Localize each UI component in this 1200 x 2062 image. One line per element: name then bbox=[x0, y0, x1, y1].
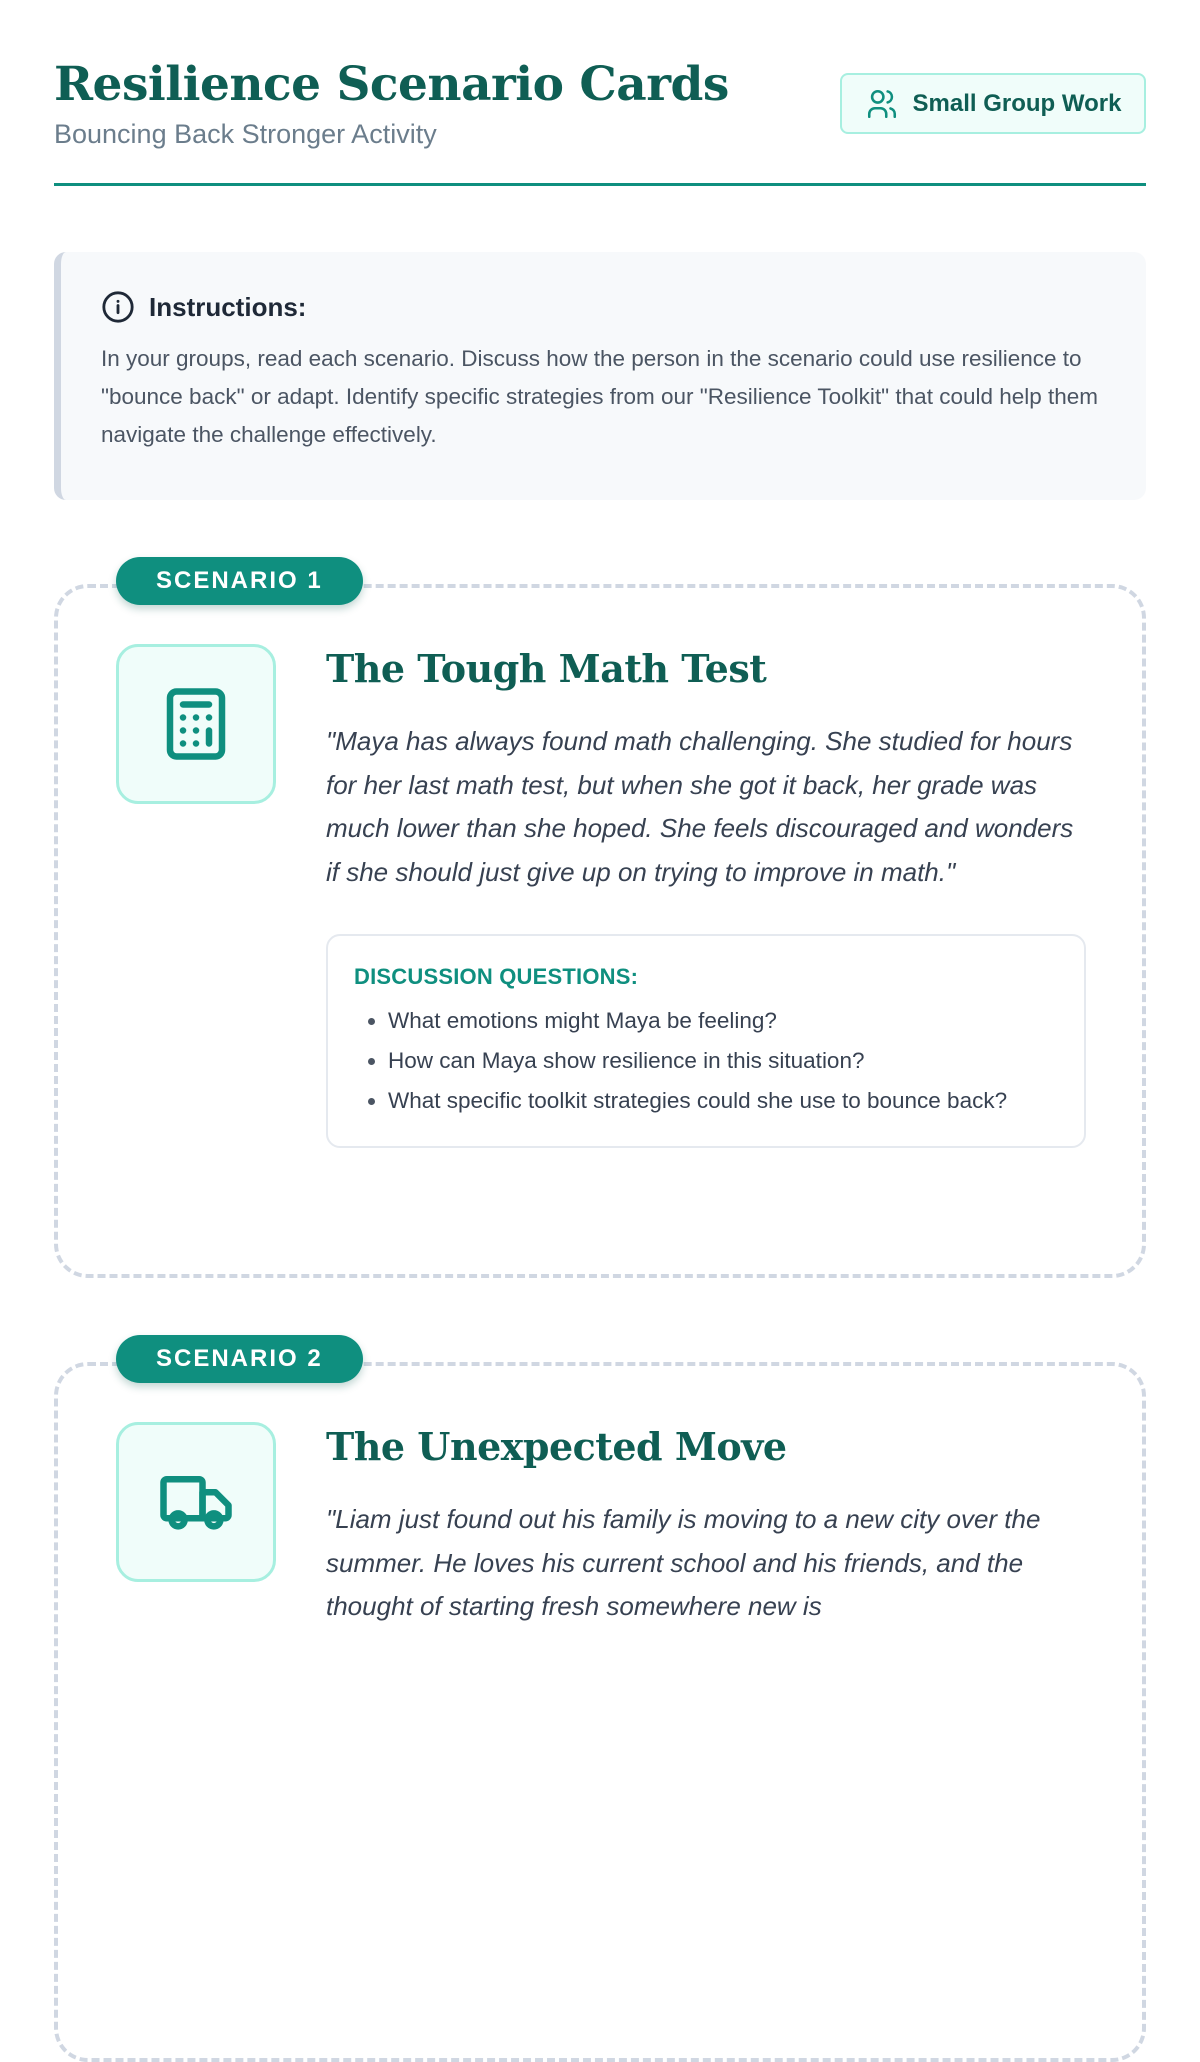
discussion-question: • What specific toolkit strategies could she use to bounce back? bbox=[388, 1084, 1058, 1117]
scenario-body bbox=[326, 644, 1086, 1148]
scenario-body bbox=[326, 1422, 1086, 1629]
scenario-card bbox=[54, 567, 1146, 1278]
discussion-question: • What emotions might Maya be feeling? bbox=[388, 1004, 1058, 1037]
discussion-question: • How can Maya show resilience in this situation? bbox=[388, 1044, 1058, 1077]
badge-label: Small Group Work bbox=[912, 89, 1122, 117]
discussion-questions-list bbox=[354, 1004, 1058, 1117]
info-icon bbox=[101, 290, 135, 324]
scenario-title: The Unexpected Move bbox=[326, 1424, 787, 1469]
instructions-panel bbox=[54, 252, 1146, 500]
scenario-tag: SCENARIO 2 bbox=[116, 1335, 363, 1383]
scenario-quote: "Liam just found out his family is moving to a new city over the summer. He loves his current school and his friends, and the thought of starting fresh somewhere new is bbox=[326, 1504, 1041, 1621]
small-group-work-badge bbox=[840, 73, 1146, 134]
instructions-text: In your groups, read each scenario. Discuss how the person in the scenario could use resilience to "bounce back" or adapt. Identify specific strategies from our "Resilience Toolkit" that could help them navigate the challenge effectively. bbox=[101, 346, 1099, 447]
scenario-card bbox=[54, 1345, 1146, 2062]
truck-icon bbox=[157, 1463, 235, 1541]
page-header bbox=[54, 0, 1146, 186]
users-icon bbox=[865, 87, 899, 121]
page-subtitle: Bouncing Back Stronger Activity bbox=[54, 119, 437, 149]
instructions-heading: Instructions: bbox=[149, 291, 307, 322]
scenario-title: The Tough Math Test bbox=[326, 646, 767, 691]
page-title: Resilience Scenario Cards bbox=[54, 57, 729, 112]
scenario-tag: SCENARIO 1 bbox=[116, 557, 363, 605]
scenario-quote: "Maya has always found math challenging. She studied for hours for her last math test, but when she got it back, her grade was much lower than she hoped. She feels discouraged and wonders if she should just give up on trying to improve in math." bbox=[326, 726, 1074, 887]
instructions-heading-row bbox=[101, 290, 1106, 324]
scenario-icon-box bbox=[116, 644, 276, 804]
scenario-icon-box bbox=[116, 1422, 276, 1582]
discussion-questions-box bbox=[326, 934, 1086, 1148]
calculator-icon bbox=[157, 685, 235, 763]
discussion-questions-heading: DISCUSSION QUESTIONS: bbox=[354, 964, 639, 989]
